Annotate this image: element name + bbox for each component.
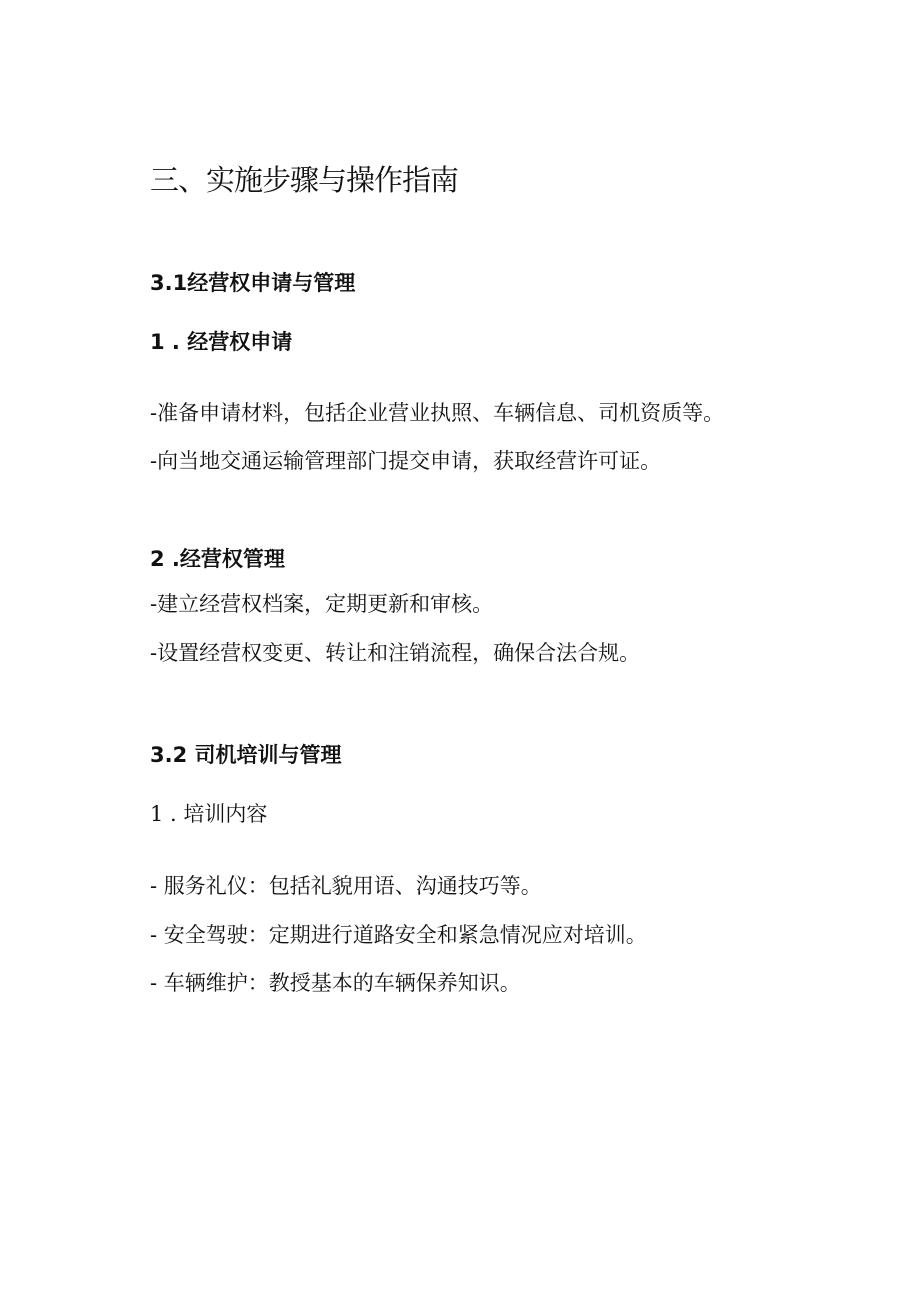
list-item: -建立经营权档案，定期更新和审核。	[150, 592, 494, 616]
section-heading-3-1: 3.1经营权申请与管理	[150, 271, 356, 295]
list-item: - 服务礼仪：包括礼貌用语、沟通技巧等。	[150, 874, 542, 898]
section-heading-3-2: 3.2 司机培训与管理	[150, 743, 342, 767]
subsection-heading-license-application: 1 . 经营权申请	[150, 330, 293, 354]
list-item: -向当地交通运输管理部门提交申请，获取经营许可证。	[150, 449, 662, 473]
list-item: -设置经营权变更、转让和注销流程，确保合法合规。	[150, 641, 641, 665]
list-item: - 安全驾驶：定期进行道路安全和紧急情况应对培训。	[150, 923, 647, 947]
subsection-heading-license-management: 2 .经营权管理	[150, 547, 285, 571]
list-item: - 车辆维护：教授基本的车辆保养知识。	[150, 971, 521, 995]
subsection-heading-training-content: 1 . 培训内容	[150, 802, 268, 826]
list-item: -准备申请材料，包括企业营业执照、车辆信息、司机资质等。	[150, 401, 725, 425]
section-title: 三、实施步骤与操作指南	[150, 163, 459, 197]
